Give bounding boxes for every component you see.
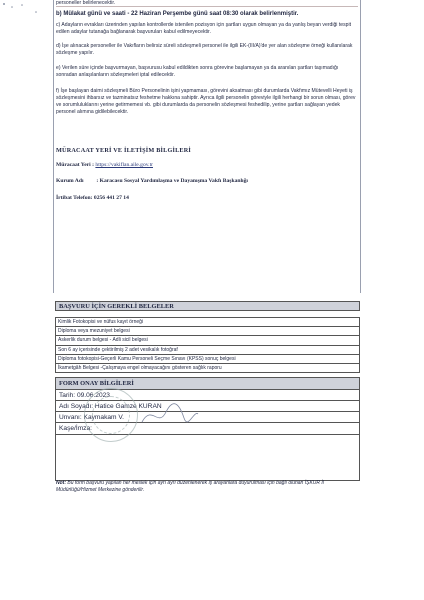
application-place: [56, 162, 358, 169]
documents-table: [55, 317, 360, 373]
divider: [56, 6, 358, 7]
contact-title: MÜRACAAT YERİ VE İLETİŞİM BİLGİLERİ: [56, 147, 192, 154]
institution: [56, 178, 358, 185]
table-row: [56, 327, 360, 336]
table-row: [56, 363, 360, 372]
document-cell: İkametgâh Belgesi -Çalışmaya engel olmayacağını gösteren sağlık raporu: [56, 363, 360, 372]
document-cell: Diploma veya mezuniyet belgesi: [56, 327, 360, 336]
document-cell: Kimlik Fotokopisi ve nüfus kayıt örneği: [56, 318, 360, 327]
item-f: f) İşe başlayan daimi sözleşmeli Büro Personelinin işini yapmaması, görevini aksatması gibi durumlarda Vakfımız Mütevelli Heyeti iş sözleşmesini ihbarsız ve tazminatsız feshetme hakkına sahiptir. Ayrıca ilgili personelin göreviyle ilgili herhangi bir sorun olması, görev ve sorumluluklarını yerine getirmemesi vb. gibi durumlarda da personelin sözleşmesi feshedilip, yerine şartları sağlayan yedek personel alımına gidilebilecektir.: [56, 88, 356, 115]
form-header: [56, 378, 359, 390]
form-stamp: Kaşe/İmza:: [56, 423, 359, 435]
item-b: b) Mülakat günü ve saati - 22 Haziran Perşembe günü saat 08:30 olarak belirlenmiştir.: [56, 11, 299, 17]
item-c: c) Adayların evrakları üzerinden yapılan kontrollerde istenilen pozisyon için şartları uygun olmayan ya da yanlış beyan verdiği tespit edilen adaylar tutanağa bağlanarak başvuruları kabul edilmeyecektir.: [56, 22, 352, 35]
item-e: e) Verilen süre içinde başvurmayan, başvurusu kabul edildikten sonra görevine başlamayan ya da aranılan şartları taşımadığı sonradan anlaşılanların sözleşmeleri iptal edilecektir.: [56, 65, 339, 78]
documents-header: [55, 301, 360, 311]
form-title-field: Unvanı: Kaymakam V.: [56, 412, 359, 423]
place-label: Müracaat Yeri :: [56, 162, 94, 168]
official-stamp-inner: [92, 396, 130, 434]
scan-marks: [0, 0, 50, 30]
document-cell: Diploma fotokopisi-Geçerli Kamu Personeli Seçme Sınavı (KPSS) sonuç belgesi: [56, 354, 360, 363]
signature: [140, 400, 200, 430]
note-text: Bu form başvuru yapılan her meslek için ayrı ayrı düzenlenerek iş arayanlara duyurulması için bağlı olunan İŞKUR İl Müdürlüğü/Hizmet Merkezine gönderilir.: [56, 480, 324, 493]
form-title: FORM ONAY BİLGİLERİ: [59, 380, 134, 387]
item-d: d) İşe alınacak personeller ile Vakıfların belirsiz süreli sözleşmeli personel ile ilgili EK-(III/A)'de yer alan sözleşme örneği kullanılarak sözleşme yapılır.: [56, 43, 353, 56]
document-cell: Son 6 ay içerisinde çektirilmiş 2 adet vesikalık fotoğraf: [56, 345, 360, 354]
table-row: [56, 354, 360, 363]
table-row: [56, 336, 360, 345]
note-label: Not:: [56, 480, 66, 486]
table-row: [56, 318, 360, 327]
right-edge: [360, 0, 361, 293]
org-value: : Karacasu Sosyal Yardımlaşma ve Dayanışma Vakfı Başkanlığı: [96, 178, 248, 184]
phone: İrtibat Telefon: 0256 441 27 14: [56, 195, 129, 201]
form-date: Tarih: 09.06.2023: [56, 390, 359, 401]
place-link[interactable]: https://vakiflan.aile.gov.tr: [95, 162, 153, 168]
org-label: Kurum Adı: [56, 178, 84, 184]
documents-title: BAŞVURU İÇİN GEREKLİ BELGELER: [59, 303, 174, 310]
left-edge: [53, 0, 54, 293]
note: [56, 480, 360, 493]
top-line: personeller belirlenecektir.: [56, 0, 116, 6]
table-row: [56, 345, 360, 354]
form-name: Adı Soyadı: Hatice Gamze KURAN: [56, 401, 359, 412]
document-cell: Askerlik durum belgesi - Adli sicil belgesi: [56, 336, 360, 345]
